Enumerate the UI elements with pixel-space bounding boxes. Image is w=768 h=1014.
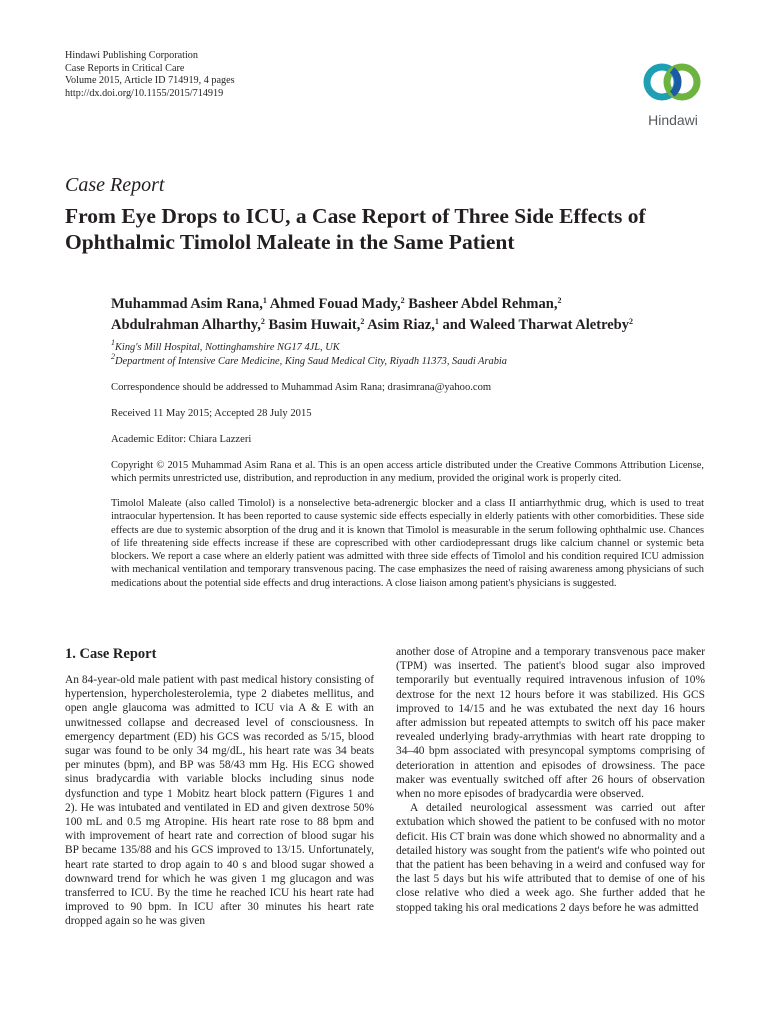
author: Abdulrahman Alharthy, [111, 317, 261, 333]
affiliations [111, 338, 711, 369]
doi-link[interactable]: http://dx.doi.org/10.1155/2015/714919 [65, 87, 224, 99]
author: and Waleed Tharwat Aletreby [442, 317, 629, 333]
affiliation-1: $^1$King's Mill Hospital, Nottinghamshire NG17 4JL, UK [111, 338, 340, 353]
affiliation-2: $^2$Department of Intensive Care Medicine, King Saud Medical City, Riyadh 11373, Saudi Arabia [111, 352, 507, 367]
volume-info: Volume 2015, Article ID 714919, 4 pages [65, 75, 235, 86]
author-aff: 1 [434, 317, 439, 326]
body-column-left [65, 673, 374, 929]
author-aff: 2 [629, 317, 633, 326]
paragraph: An 84-year-old male patient with past medical history consisting of hypertension, hypercholesterolemia, type 2 diabetes mellitus, and open angle glaucoma was admitted to ICU via A & E with an unwitnessed collapse and decreased level of consciousness. In emergency department (ED) his GCS was recorded as 5/15, blood sugar was found to be only 34 mg/dL, his heart rate was 34 beats per minutes (bpm), and BP was 58/43 mm Hg. His ECG showed sinus bradycardia with variable blocks including sinus node dysfunction and type 1 Mobitz heart block pattern (Figures 1 and 2). He was intubated and ventilated in ED and given dextrose 50% 100 mL and 0.5 mg Atropine. His heart rate rose to 88 bpm and with improvement of heart rate and correction of blood sugar his BP became 135/88 and his GCS improved to 13/15. Unfortunately, heart rate started to drop again to 40 s and blood sugar showed a downward trend for which he was given 1 mg glucagon and was transferred to ICU. By the time he reached ICU his heart rate had improved to 90 bpm. In ICU after 30 minutes his heart rate dropped again so he was given [65, 674, 374, 928]
academic-editor: Academic Editor: Chiara Lazzeri [111, 434, 252, 445]
journal-name: Case Reports in Critical Care [65, 62, 185, 74]
author-aff: 2 [557, 296, 562, 305]
paragraph: A detailed neurological assessment was carried out after extubation which showed the patient to be confused with no motor deficit. His CT brain was done which showed no abnormality and a detailed history was sought from the patient's wife who pointed out that the patient has been behaving in a weird and confused way for the last 5 days but his wife attributed that to demise of one of his close relative who died a week ago. She further added that he stopped taking his oral medications 2 days before he was admitted [396, 802, 705, 914]
author-aff: 2 [400, 296, 405, 305]
copyright-notice: Copyright © 2015 Muhammad Asim Rana et al. This is an open access article distributed under the Creative Commons Attribution License, which permits unrestricted use, distribution, and reproduction in any medium, provided the original work is properly cited. [111, 460, 704, 485]
article-title: From Eye Drops to ICU, a Case Report of Three Side Effects of Ophthalmic Timolol Maleate in the Same Patient [65, 204, 646, 254]
article-type: Case Report [65, 174, 165, 196]
publisher-name: Hindawi Publishing Corporation [65, 50, 198, 61]
body-column-right [396, 645, 705, 915]
section-heading: 1. Case Report [65, 646, 157, 662]
author: Muhammad Asim Rana, [111, 296, 263, 312]
author: Ahmed Fouad Mady, [269, 296, 401, 312]
author: Asim Riaz, [367, 317, 435, 333]
paragraph: another dose of Atropine and a temporary transvenous pace maker (TPM) was inserted. The patient's blood sugar also improved temporarily but eventually required intravenous infusion of 10% dextrose for the next 12 hours before it was stabilized. His GCS improved to 14/15 and he was extubated the next day 16 hours after admission but repeated attempts to switch off his pace maker revealed underlying brady-arrythmias with heart rate dropping to 34–40 bpm associated with presyncopal symptoms comprising of deterioration in attention and episodes of drowsiness. The pace maker was eventually switched off after 26 hours of observation when no more episodes of bradycardia were observed. [396, 646, 705, 801]
author-list [111, 294, 721, 336]
publication-info [65, 50, 235, 100]
author-aff: 1 [262, 296, 267, 305]
author: Basim Huwait, [268, 317, 361, 333]
author-aff: 2 [360, 317, 365, 326]
hindawi-brand: Hindawi [648, 112, 698, 128]
author: Basheer Abdel Rehman, [408, 296, 558, 312]
abstract: Timolol Maleate (also called Timolol) is a nonselective beta-adrenergic blocker and a class II antiarrhythmic drug, which is used to treat intraocular hypertension. It has been reported to cause systemic side effects especially in elderly patients with other comorbidities. These side effects are due to systemic absorption of the drug and it is known that Timolol is measurable in the serum following ophthalmic use. Chances of life threatening side effects increase if these are coprescribed with other cardiodepressant drugs like calcium channel or systemic beta blockers. We report a case where an elderly patient was admitted with three side effects of Timolol and his condition required ICU admission with mechanical ventilation and temporary transvenous pacing. The case emphasizes the need of raising awareness among physicians of such medications about the potential side effects and drug interactions. A close liaison among patient's physicians is suggested. [111, 498, 704, 589]
received-dates: Received 11 May 2015; Accepted 28 July 2015 [111, 408, 312, 419]
correspondence: Correspondence should be addressed to Muhammad Asim Rana; drasimrana@yahoo.com [111, 382, 492, 393]
author-aff: 2 [260, 317, 265, 326]
